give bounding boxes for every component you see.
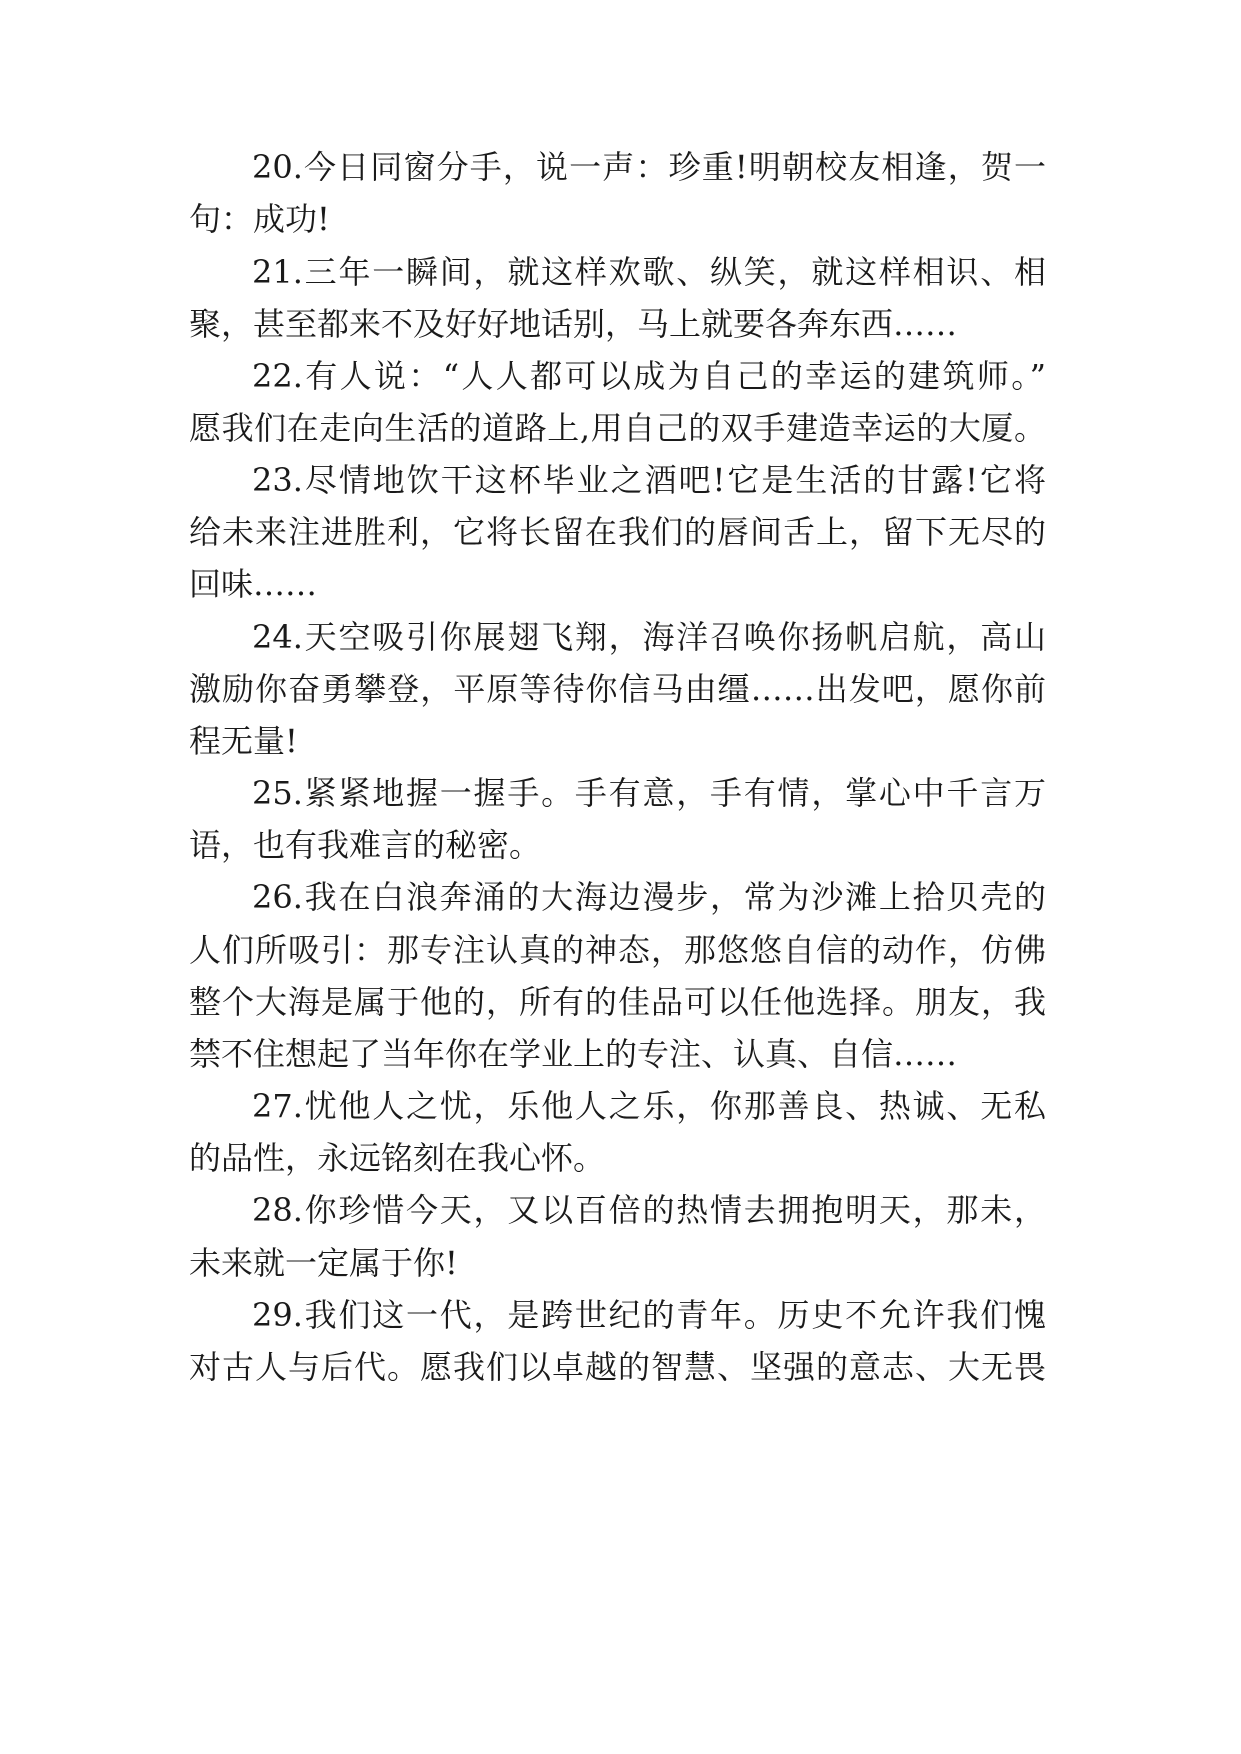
paragraph-29-line-1: 29.我们这一代，是跨世纪的青年。历史不允许我们愧 bbox=[252, 1296, 1046, 1334]
paragraph-25-line-2: 语，也有我难言的秘密。 bbox=[189, 826, 542, 864]
paragraph-28-line-2: 未来就一定属于你! bbox=[189, 1244, 458, 1282]
paragraph-24-line-2: 激励你奋勇攀登，平原等待你信马由缰……出发吧，愿你前 bbox=[189, 670, 1046, 708]
paragraph-24-line-3: 程无量! bbox=[189, 722, 298, 760]
paragraph-27-line-2: 的品性，永远铭刻在我心怀。 bbox=[189, 1139, 606, 1177]
paragraph-25-line-1: 25.紧紧地握一握手。手有意，手有情，掌心中千言万 bbox=[252, 774, 1046, 812]
paragraph-23-line-3: 回味…… bbox=[189, 565, 318, 603]
paragraph-21-line-1: 21.三年一瞬间，就这样欢歌、纵笑，就这样相识、相 bbox=[252, 253, 1046, 291]
paragraph-28-line-1: 28.你珍惜今天，又以百倍的热情去拥抱明天，那未， bbox=[252, 1191, 1046, 1229]
paragraph-22-line-1: 22.有人说：“人人都可以成为自己的幸运的建筑师。” bbox=[252, 357, 1046, 395]
paragraph-22-line-2: 愿我们在走向生活的道路上,用自己的双手建造幸运的大厦。 bbox=[189, 409, 1046, 447]
paragraph-20-line-2: 句：成功! bbox=[189, 200, 330, 238]
paragraph-26-line-3: 整个大海是属于他的，所有的佳品可以任他选择。朋友，我 bbox=[189, 983, 1046, 1021]
paragraph-24-line-1: 24.天空吸引你展翅飞翔，海洋召唤你扬帆启航，高山 bbox=[252, 618, 1046, 656]
paragraph-27-line-1: 27.忧他人之忧，乐他人之乐，你那善良、热诚、无私 bbox=[252, 1087, 1046, 1125]
paragraph-29-line-2: 对古人与后代。愿我们以卓越的智慧、坚强的意志、大无畏 bbox=[189, 1348, 1046, 1386]
paragraph-23-line-2: 给未来注进胜利，它将长留在我们的唇间舌上，留下无尽的 bbox=[189, 513, 1046, 551]
paragraph-23-line-1: 23.尽情地饮干这杯毕业之酒吧!它是生活的甘露!它将 bbox=[252, 461, 1046, 499]
paragraph-26-line-1: 26.我在白浪奔涌的大海边漫步，常为沙滩上拾贝壳的 bbox=[252, 878, 1046, 916]
paragraph-21-line-2: 聚，甚至都来不及好好地话别，马上就要各奔东西…… bbox=[189, 305, 958, 343]
paragraph-26-line-2: 人们所吸引：那专注认真的神态，那悠悠自信的动作，仿佛 bbox=[189, 931, 1046, 969]
paragraph-26-line-4: 禁不住想起了当年你在学业上的专注、认真、自信…… bbox=[189, 1035, 958, 1073]
paragraph-20-line-1: 20.今日同窗分手，说一声：珍重!明朝校友相逢，贺一 bbox=[252, 148, 1046, 186]
